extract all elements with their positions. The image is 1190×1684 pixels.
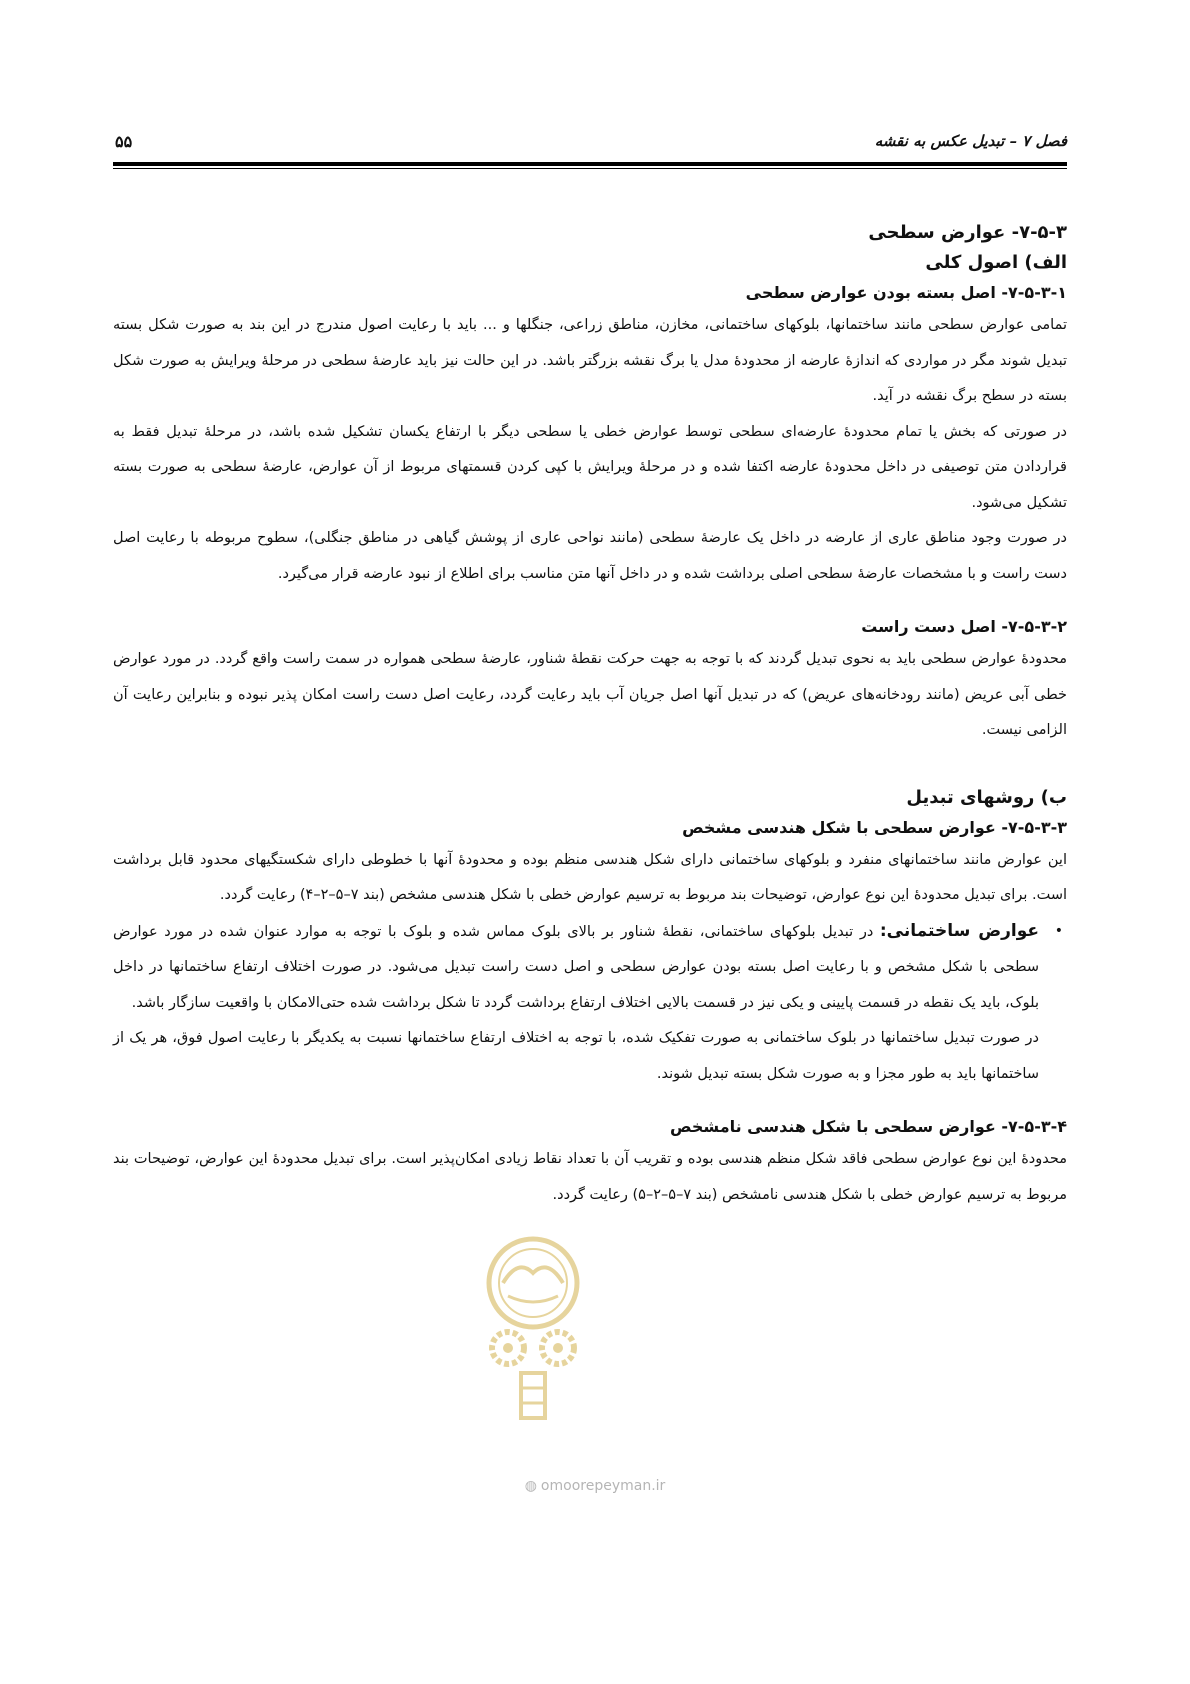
page-number: ۵۵ <box>115 132 133 151</box>
bullet-term: عوارض ساختمانی: <box>879 920 1039 941</box>
globe-icon: ◍ <box>524 1478 537 1494</box>
bullet-text: در تبدیل بلوکهای ساختمانی، نقطهٔ شناور بر بالای بلوک مماس شده و بلوک با توجه به موارد عنوان شده در مورد عوارض سطحی با شکل مشخص و با رعایت اصل بسته بودن عوارض سطحی و اصل دست راست تبدیل می‌شود. در صورت اختلاف ارتفاع ساختمانها در داخل بلوک، باید یک نقطه در قسمت پایینی و یکی نیز در قسمت بالایی اختلاف ارتفاع برداشت گردد تا شکل برداشت شده حتی‌الامکان با واقعیت سازگار باشد. <box>113 923 1039 1011</box>
subsection-3-heading: ۷-۵-۳-۳- عوارض سطحی با شکل هندسی مشخص <box>682 817 1067 837</box>
header-rule-thin <box>113 168 1067 169</box>
bullet-marker: • <box>1054 922 1063 939</box>
header-rule-thick <box>113 162 1067 166</box>
watermark-seal-logo <box>463 1228 603 1438</box>
subsection-4-paragraph: محدودهٔ این نوع عوارض سطحی فاقد شکل منظم هندسی بوده و تقریب آن با تعداد نقاط زیادی امکان‌پذیر است. برای تبدیل محدودهٔ این عوارض، توضیحات بند مربوط به ترسیم عوارض خطی با شکل هندسی نامشخص (بند ۷–۵–۲–۵) رعایت گردد. <box>113 1151 1067 1203</box>
subsection-1-paragraph-1: تمامی عوارض سطحی مانند ساختمانها، بلوکهای ساختمانی، مخازن، مناطق زراعی، جنگلها و ... باید با رعایت اصول مندرج در این بند به صورت شکل بسته تبدیل شوند مگر در مواردی که اندازهٔ عارضه از محدودهٔ مدل یا برگ نقشه بزرگتر باشد. در این حالت نیز باید عارضهٔ سطحی در مرحلهٔ ویرایش به صورت شکل بسته در سطح برگ نقشه در آید. <box>113 317 1067 404</box>
website-text: omoorepeyman.ir <box>540 1478 666 1494</box>
part-a-heading: الف) اصول کلی <box>925 252 1067 273</box>
part-b-heading: ب) روشهای تبدیل <box>906 786 1067 808</box>
bullet-item-buildings <box>113 914 1067 1093</box>
subsection-1-paragraph-3: در صورت وجود مناطق عاری از عارضه در داخل یک عارضهٔ سطحی (مانند نواحی عاری از پوشش گیاهی در مناطق جنگلی)، سطوح مربوطه با رعایت اصل دست راست و با مشخصات عارضهٔ سطحی اصلی برداشت شده و در داخل آنها متن مناسب برای اطلاع از نبود عارضه قرار می‌گیرد. <box>113 530 1067 582</box>
subsection-1-heading: ۷-۵-۳-۱- اصل بسته بودن عوارض سطحی <box>745 283 1067 302</box>
subsection-2-paragraph: محدودهٔ عوارض سطحی باید به نحوی تبدیل گردند که با توجه به جهت حرکت نقطهٔ شناور، عارضهٔ سطحی همواره در سمت راست واقع گردد. در مورد عوارض خطی آبی عریض (مانند رودخانه‌های عریض) که در تبدیل آنها اصل جریان آب باید رعایت گردد، رعایت اصل دست راست امکان پذیر نبوده و بنابراین رعایت آن الزامی نیست. <box>113 651 1067 738</box>
bullet-paragraph <box>113 914 1039 1022</box>
running-header <box>113 130 1067 160</box>
subsection-3-paragraph: این عوارض مانند ساختمانهای منفرد و بلوکهای ساختمانی دارای شکل هندسی منظم بوده و محدودهٔ آنها با خطوطی دارای شکستگیهای محدود قابل برداشت است. برای تبدیل محدودهٔ این نوع عوارض، توضیحات بند مربوط به ترسیم عوارض خطی با شکل هندسی مشخص (بند ۷–۵–۲–۴) رعایت گردد. <box>113 851 1067 903</box>
footer-website <box>0 1478 1190 1494</box>
chapter-title: فصل ۷ – تبدیل عکس به نقشه <box>874 132 1067 150</box>
bullet-continuation: در صورت تبدیل ساختمانها در بلوک ساختمانی به صورت تفکیک شده، با توجه به اختلاف ارتفاع ساختمانها نسبت به یکدیگر با رعایت اصول فوق، هر یک از ساختمانها باید به طور مجزا و به صورت شکل بسته تبدیل شوند. <box>113 1030 1039 1082</box>
subsection-1-paragraph-2: در صورتی که بخش یا تمام محدودهٔ عارضه‌ای سطحی توسط عوارض خطی یا سطحی دیگر با ارتفاع یکسان تشکیل شده باشد، در مرحلهٔ تبدیل فقط به قراردادن متن توصیفی در داخل محدودهٔ عارضه اکتفا شده و در مرحلهٔ ویرایش با کپی کردن قسمتهای مربوط از آن عوارض، عارضهٔ سطحی به صورت بسته تشکیل می‌شود. <box>113 423 1067 511</box>
subsection-2-heading: ۷-۵-۳-۲- اصل دست راست <box>861 617 1067 636</box>
body-content <box>113 218 1067 1213</box>
subsection-4-heading: ۷-۵-۳-۴- عوارض سطحی با شکل هندسی نامشخص <box>670 1117 1067 1136</box>
section-heading: ۷-۵-۳- عوارض سطحی <box>868 222 1067 243</box>
